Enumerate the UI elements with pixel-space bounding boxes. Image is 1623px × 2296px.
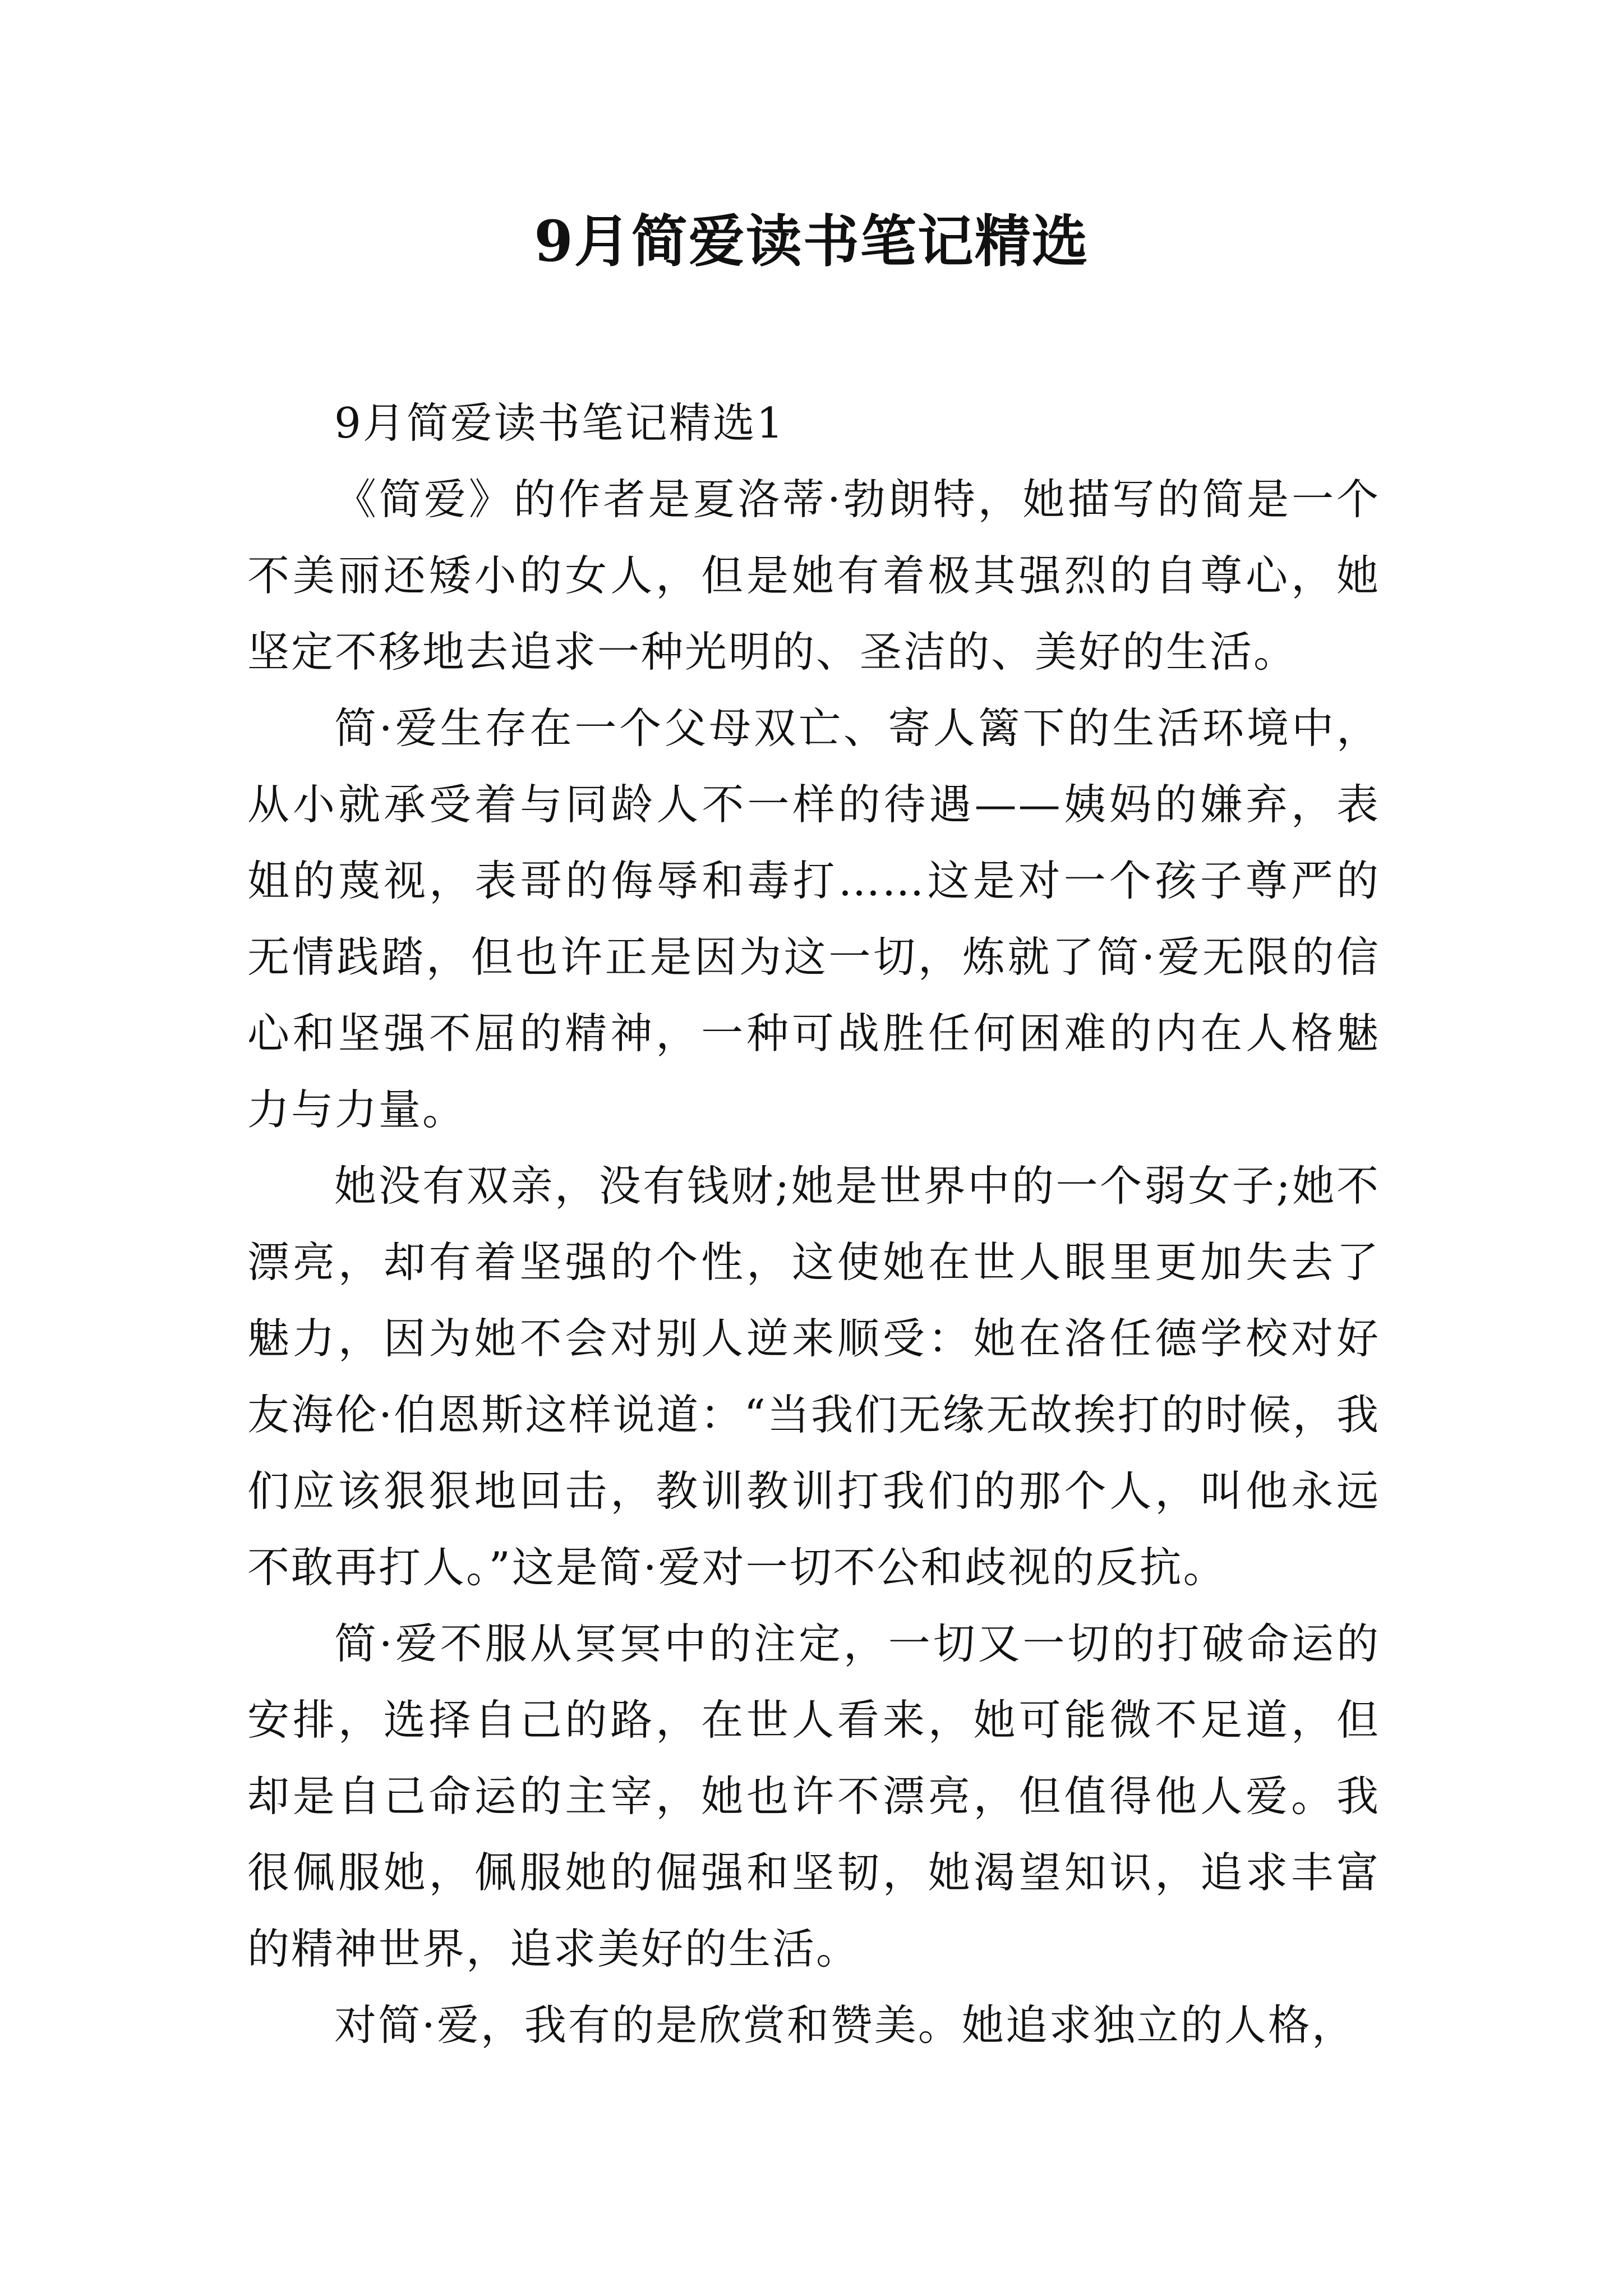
paragraph-5: 对简·爱，我有的是欣赏和赞美。她追求独立的人格，	[334, 2000, 1355, 2050]
paragraph-1: 《简爱》的作者是夏洛蒂·勃朗特，她描写的简是一个不美丽还矮小的女人，但是她有着极其强烈的自尊心，她坚定不移地去追求一种光明的、圣洁的、美好的生活。	[247, 475, 1380, 677]
section-heading: 9月简爱读书笔记精选1	[334, 398, 785, 448]
paragraph-3: 她没有双亲，没有钱财;她是世界中的一个弱女子;她不漂亮，却有着坚强的个性，这使她在世人眼里更加失去了魅力，因为她不会对别人逆来顺受：她在洛任德学校对好友海伦·伯恩斯这样说道：“当我们无缘无故挨打的时候，我们应该狠狠地回击，教训教训打我们的那个人，叫他永远不敢再打人。”这是简·爱对一切不公和歧视的反抗。	[247, 1161, 1380, 1592]
page-title: 9月简爱读书笔记精选	[534, 208, 1089, 274]
paragraph-2: 简·爱生存在一个父母双亡、寄人篱下的生活环境中，从小就承受着与同龄人不一样的待遇——姨妈的嫌弃，表姐的蔑视，表哥的侮辱和毒打……这是对一个孩子尊严的无情践踏，但也许正是因为这一切，炼就了简·爱无限的信心和坚强不屈的精神，一种可战胜任何困难的内在人格魅力与力量。	[247, 703, 1380, 1134]
paragraph-4: 简·爱不服从冥冥中的注定，一切又一切的打破命运的安排，选择自己的路，在世人看来，她可能微不足道，但却是自己命运的主宰，她也许不漂亮，但值得他人爱。我很佩服她，佩服她的倔强和坚韧，她渴望知识，追求丰富的精神世界，追求美好的生活。	[247, 1619, 1380, 1973]
document-body	[247, 385, 1380, 2063]
